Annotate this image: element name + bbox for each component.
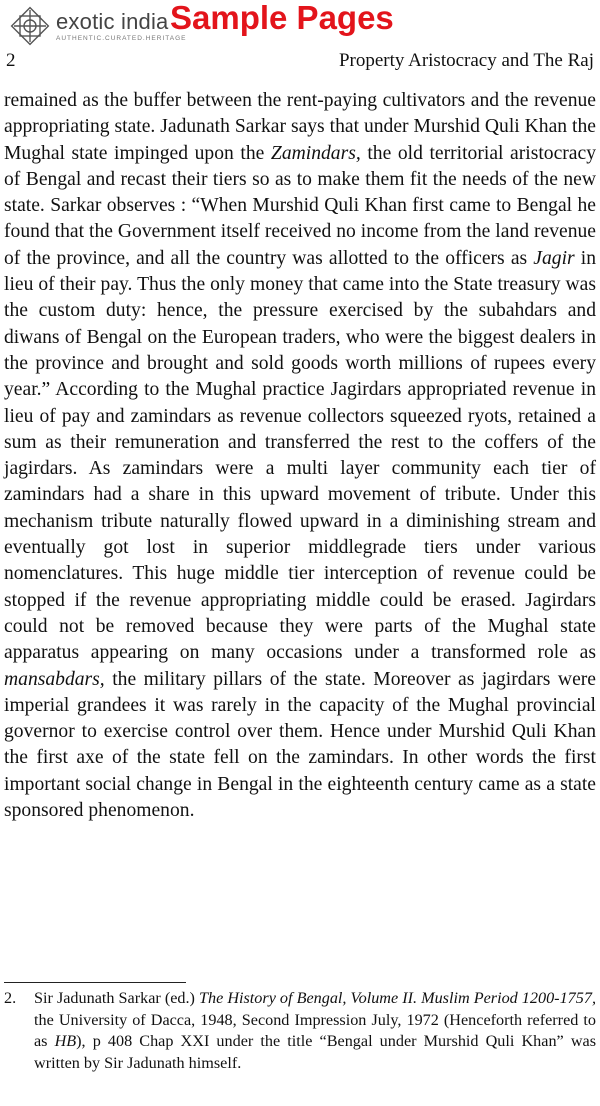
body-italic-term: mansabdars, bbox=[4, 668, 105, 690]
body-paragraph bbox=[4, 88, 596, 824]
body-text-run: in lieu of their pay. Thus the only money that came into the State treasury was the custom duty: hence, the pressure exercised by the subahdars and diwans of Bengal on the European traders, who were the biggest dealers in the province and brought and sold goods worth millions of rupees every year.” According to the Mughal practice Jagirdars appropriated revenue in lieu of pay and zamindars as revenue collectors squeezed ryots, retained a sum as their remuneration and transferred the rest to the coffers of the jagirdars. As zamindars were a multi layer community each tier of zamindars had a share in this upward movement of tribute. Under this mechanism tribute naturally flowed upward in a diminishing stream and eventually got lost in superior middlegrade tiers under various nomenclatures. This huge middle tier interception of revenue could be stopped if the revenue appropriating middle could be erased. Jagirdars could not be removed because they were parts of the Mughal state apparatus appearing on many occasions under a transformed role as bbox=[4, 247, 597, 664]
footnote-text bbox=[34, 988, 596, 1074]
footnote bbox=[4, 988, 596, 1074]
body-italic-term: Jagir bbox=[533, 247, 575, 269]
logo-tagline: AUTHENTIC.CURATED.HERITAGE bbox=[56, 34, 187, 42]
footnote-italic-title: The History of Bengal, Volume II. Muslim Period 1200-1757, bbox=[198, 989, 596, 1007]
body-text-run: the military pillars of the state. Moreover as jagirdars were imperial grandees it was rarely in the capacity of the Mughal provincial governor to exercise control over them. Hence under Murshid Quli Khan the first axe of the state fell on the zamindars. In other words the first important social change in Bengal in the eighteenth century came as a state sponsored phenomenon. bbox=[4, 668, 596, 822]
mandala-logo-icon bbox=[8, 6, 52, 46]
site-logo bbox=[8, 6, 187, 46]
footnote-text-run: Sir Jadunath Sarkar (ed.) bbox=[34, 989, 199, 1007]
running-head: Property Aristocracy and The Raj bbox=[338, 50, 594, 71]
sample-pages-watermark: Sample Pages bbox=[170, 0, 394, 36]
body-italic-term: Zamindars, bbox=[270, 142, 361, 164]
body-text-run: remained as the buffer between the rent-paying cultivators and the revenue appropriating state. Jadunath Sarkar says that under Murshid Quli Khan the Mughal state impinged upon the bbox=[4, 90, 596, 164]
footnote-text-run: the University of Dacca, 1948, Second Impression July, 1972 (Henceforth referred to as bbox=[34, 1010, 596, 1051]
page-number: 2 bbox=[6, 50, 16, 71]
logo-name: exotic india bbox=[56, 8, 169, 34]
footnote-text-run: ), p 408 Chap XXI under the title “Bengal under Murshid Quli Khan” was written by Sir Jadunath himself. bbox=[34, 1032, 597, 1072]
footnote-number: 2. bbox=[4, 989, 17, 1007]
footnote-divider bbox=[4, 982, 186, 983]
footnote-italic-abbrev: HB bbox=[54, 1032, 77, 1051]
body-text-run: the old territorial aristocracy of Bengal and recast their tiers so as to make them fit the needs of the new state. Sarkar observes : “When Murshid Quli Khan first came to Bengal he found that the Government itself received no income from the land revenue of the province, and all the country was allotted to the officers as bbox=[4, 142, 596, 269]
